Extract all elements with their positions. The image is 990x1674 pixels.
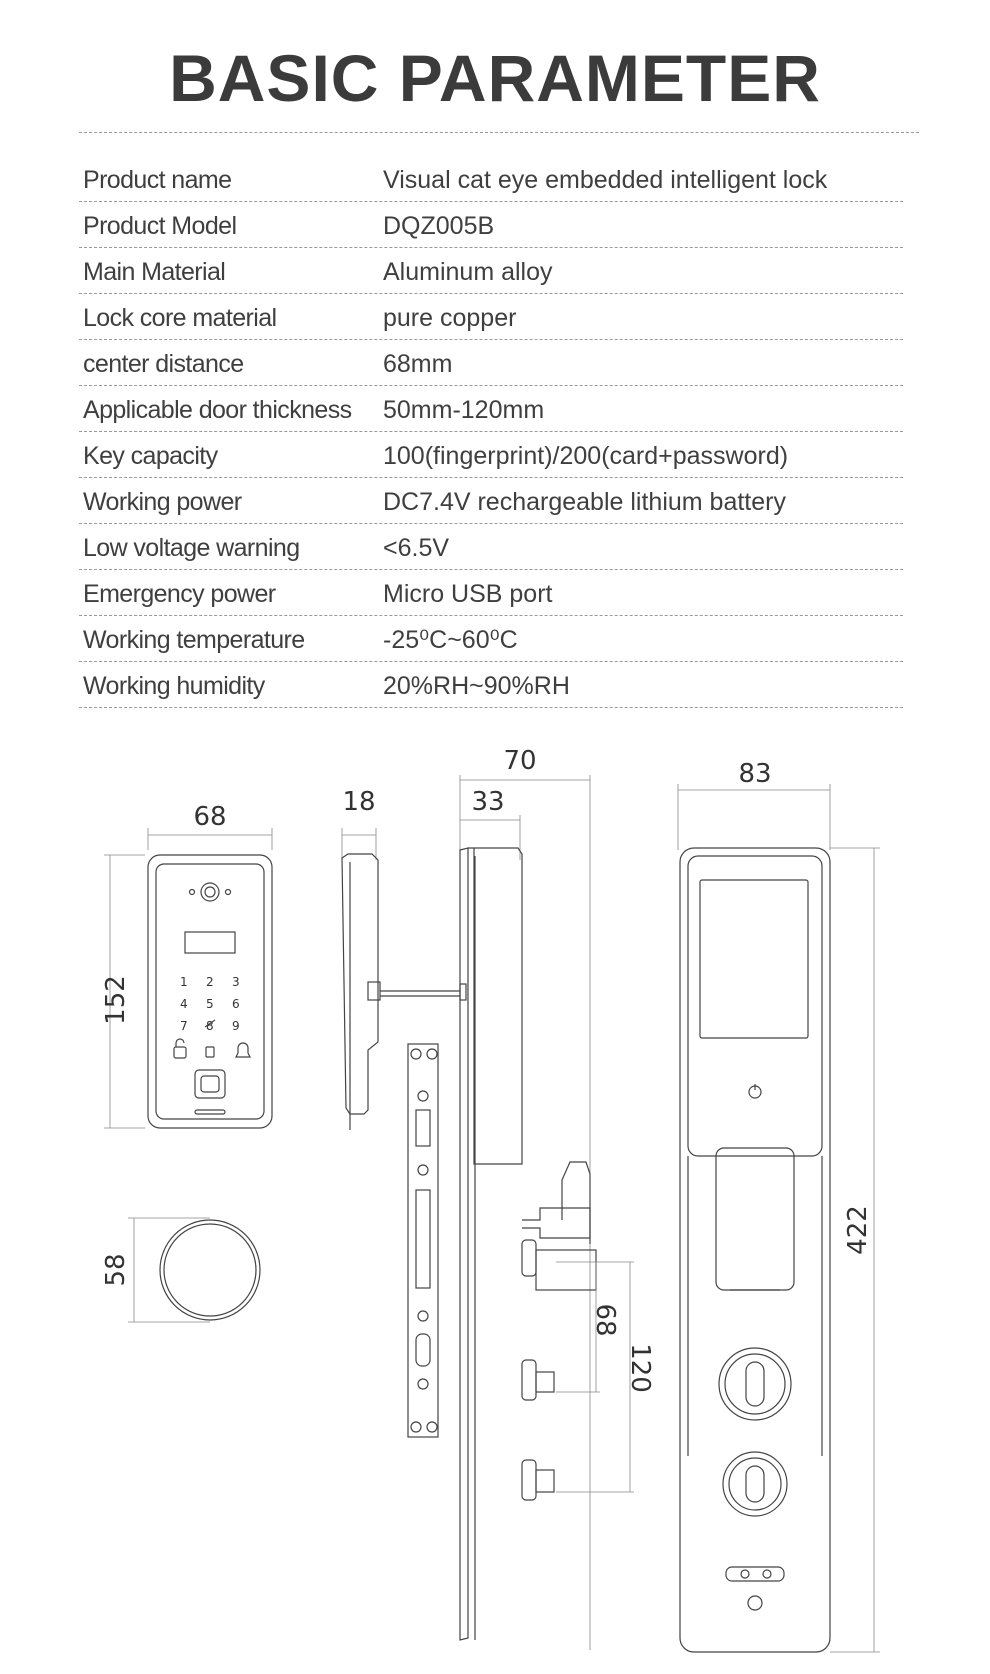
param-value: Visual cat eye embedded intelligent lock xyxy=(383,166,828,194)
dim-total-depth: 70 xyxy=(503,746,537,776)
round-cover xyxy=(128,1218,260,1322)
dim-door-thickness: 120 xyxy=(625,1343,655,1393)
param-value: 20%RH~90%RH xyxy=(383,672,570,700)
param-label: Low voltage warning xyxy=(83,534,300,562)
param-label: Working power xyxy=(83,488,242,516)
key-5: 5 xyxy=(206,997,214,1011)
dim-side-depth: 18 xyxy=(342,787,376,817)
param-value: DC7.4V rechargeable lithium battery xyxy=(383,488,786,516)
key-7: 7 xyxy=(180,1019,188,1033)
param-label: center distance xyxy=(83,350,244,378)
dim-handle-center: 68 xyxy=(590,1303,620,1337)
param-value: Micro USB port xyxy=(383,580,553,608)
param-value: Aluminum alloy xyxy=(383,258,553,286)
param-label: Product Model xyxy=(83,212,237,240)
param-label: Product name xyxy=(83,166,232,194)
param-label: Emergency power xyxy=(83,580,276,608)
param-value: <6.5V xyxy=(383,534,450,562)
dim-body-depth: 33 xyxy=(471,787,505,817)
dim-front-width: 83 xyxy=(738,759,772,789)
param-label: Applicable door thickness xyxy=(83,396,352,424)
dim-outdoor-width: 68 xyxy=(193,802,227,832)
keypad-digits xyxy=(180,975,240,1033)
param-value: 50mm-120mm xyxy=(383,396,545,424)
param-label: Key capacity xyxy=(83,442,218,470)
param-value: -25⁰C~60⁰C xyxy=(383,626,518,654)
param-value: 68mm xyxy=(383,350,453,378)
mortise-lock-body xyxy=(408,1044,438,1437)
dim-front-height: 422 xyxy=(843,1205,873,1255)
param-label: Working humidity xyxy=(83,672,265,700)
key-2: 2 xyxy=(206,975,214,989)
key-1: 1 xyxy=(180,975,188,989)
indoor-side-profile xyxy=(460,775,634,1650)
key-4: 4 xyxy=(180,997,188,1011)
param-label: Lock core material xyxy=(83,304,277,332)
param-value: DQZ005B xyxy=(383,212,495,240)
side-panel xyxy=(342,828,466,1130)
param-value: pure copper xyxy=(383,304,517,332)
dim-outdoor-height: 152 xyxy=(101,975,131,1025)
param-label: Working temperature xyxy=(83,626,305,654)
key-6: 6 xyxy=(232,997,240,1011)
key-9: 9 xyxy=(232,1019,240,1033)
page-title: BASIC PARAMETER xyxy=(169,41,821,115)
param-label: Main Material xyxy=(83,258,226,286)
key-8: 8 xyxy=(206,1019,214,1033)
dim-round-diameter: 58 xyxy=(101,1253,131,1287)
key-3: 3 xyxy=(232,975,240,989)
param-value: 100(fingerprint)/200(card+password) xyxy=(383,442,789,470)
